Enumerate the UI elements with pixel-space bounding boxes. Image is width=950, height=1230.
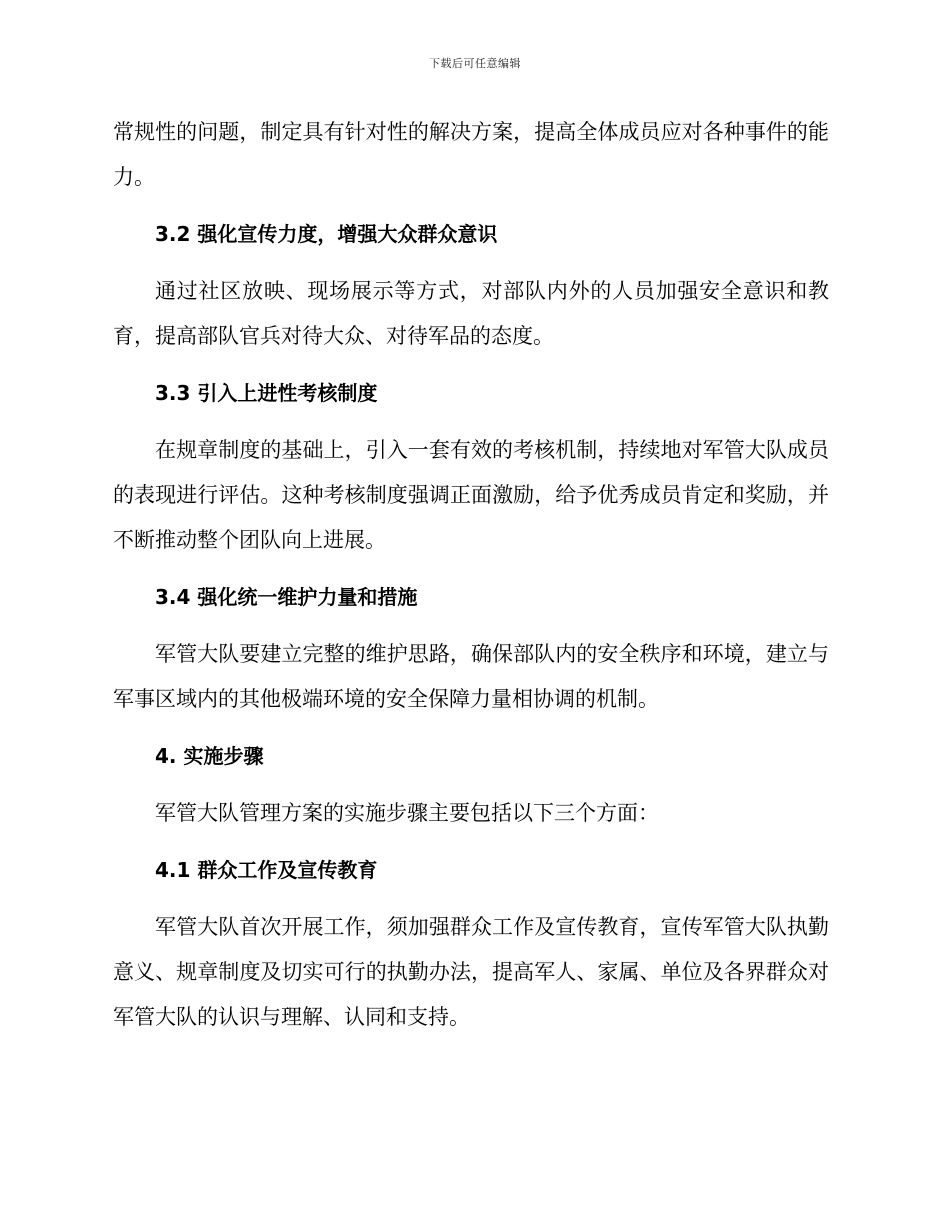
section-heading-4-1: 4.1 群众工作及宣传教育	[155, 858, 378, 882]
section-paragraph-3-2: 通过社区放映、现场展示等方式，对部队内外的人员加强安全意识和教育，提高部队官兵对待大众、对待军品的态度。	[113, 279, 829, 348]
section-heading-3-4: 3.4 强化统一维护力量和措施	[155, 585, 418, 609]
section-heading-3-2: 3.2 强化宣传力度，增强大众群众意识	[155, 222, 498, 246]
section-paragraph-4: 军管大队管理方案的实施步骤主要包括以下三个方面：	[155, 801, 659, 825]
document-body	[113, 110, 829, 1040]
page-header-note: 下载后可任意编辑	[429, 57, 521, 70]
section-paragraph-4-1: 军管大队首次开展工作，须加强群众工作及宣传教育，宣传军管大队执勤意义、规章制度及切实可行的执勤办法，提高军人、家属、单位及各界群众对军管大队的认识与理解、认同和支持。	[113, 915, 829, 1029]
section-heading-4: 4. 实施步骤	[155, 744, 264, 768]
intro-paragraph: 常规性的问题，制定具有针对性的解决方案，提高全体成员应对各种事件的能力。	[113, 120, 829, 189]
section-paragraph-3-3: 在规章制度的基础上，引入一套有效的考核机制，持续地对军管大队成员的表现进行评估。这种考核制度强调正面激励，给予优秀成员肯定和奖励，并不断推动整个团队向上进展。	[113, 438, 829, 552]
section-paragraph-3-4: 军管大队要建立完整的维护思路，确保部队内的安全秩序和环境，建立与军事区域内的其他极端环境的安全保障力量相协调的机制。	[113, 642, 829, 711]
section-heading-3-3: 3.3 引入上进性考核制度	[155, 381, 378, 405]
